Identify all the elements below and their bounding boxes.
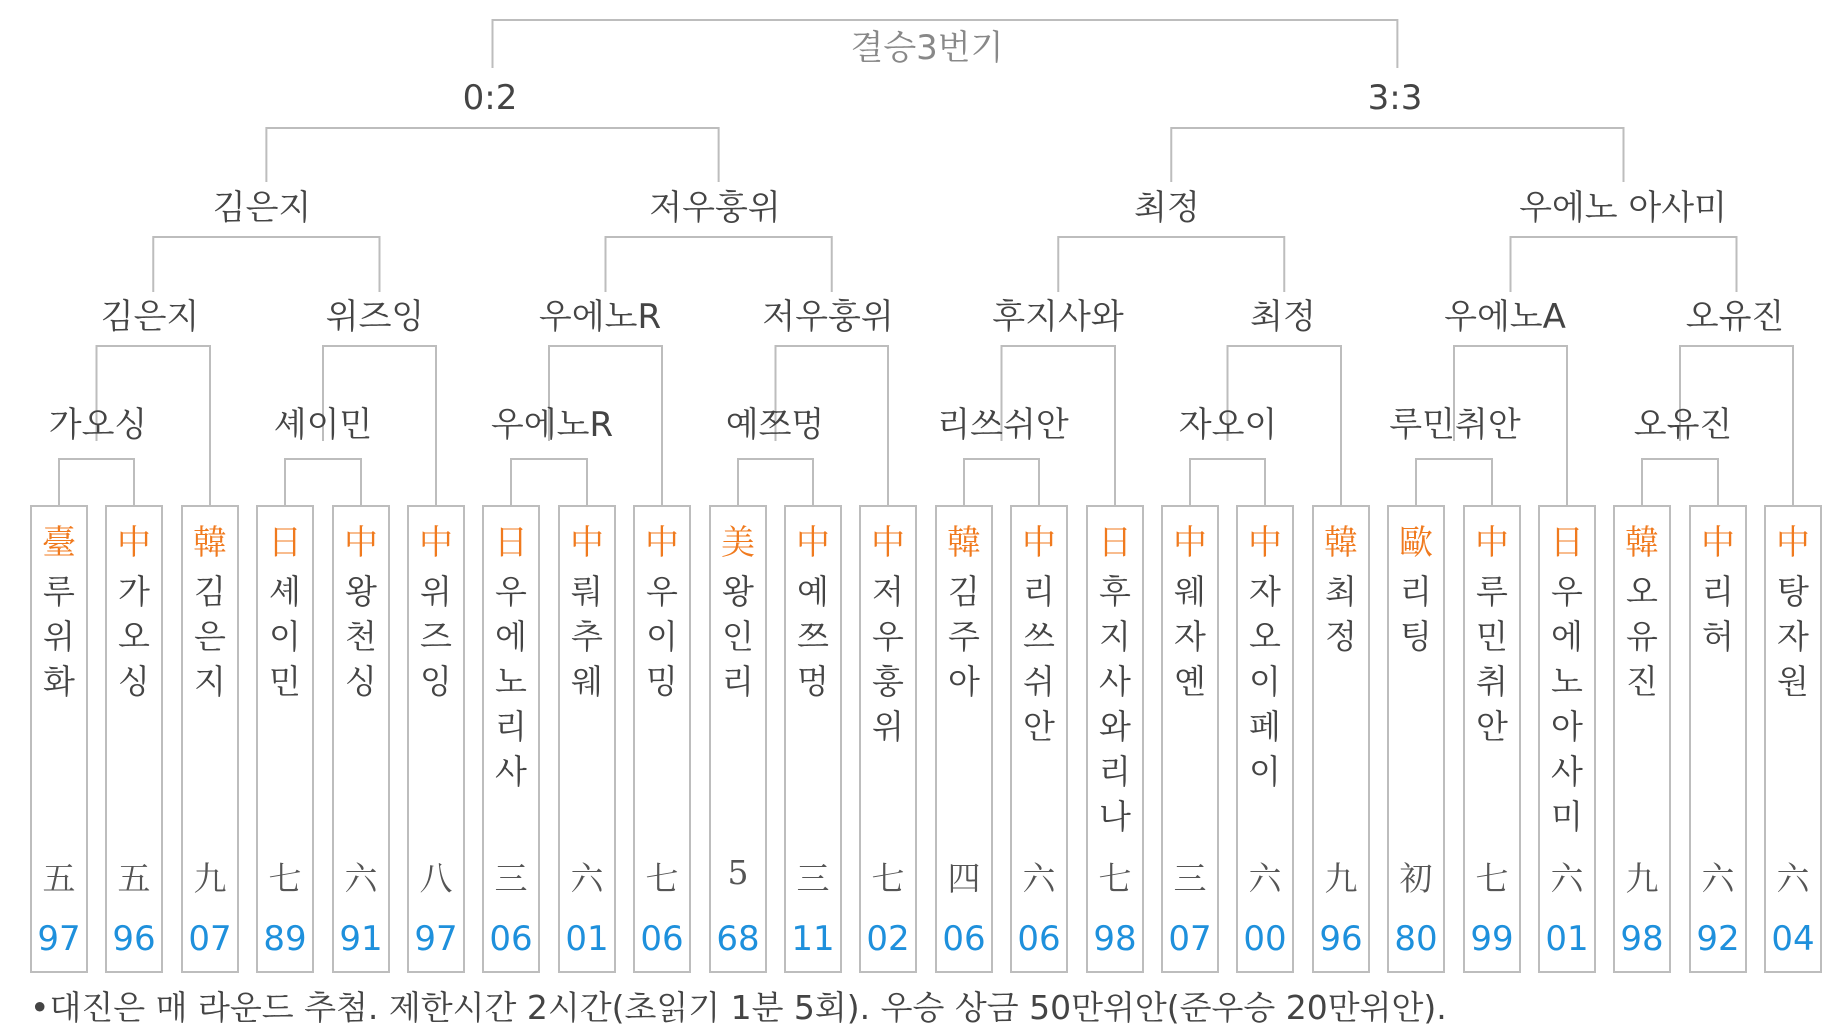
country-flag-char: 中 [871, 523, 905, 563]
semifinal-winner: 최정 [1134, 188, 1200, 228]
player-card [1613, 505, 1671, 973]
player-rank: 七 [871, 859, 905, 898]
bracket-connector [606, 237, 832, 292]
country-flag-char: 日 [1098, 523, 1132, 563]
birth-year: 96 [1319, 919, 1363, 959]
player-card [1010, 505, 1068, 973]
player-rank: 五 [117, 859, 151, 898]
player-name: 후 지 사 와 리 나 [1099, 572, 1131, 836]
player-card [482, 505, 540, 973]
footnote: •대진은 매 라운드 추첨. 제한시간 2시간(초읽기 1분 5회). 우승 상금 50만위안(준우승 20만위안). [30, 988, 1447, 1027]
player-card [1538, 505, 1596, 973]
semifinal-winner: 김은지 [212, 188, 312, 228]
country-flag-char: 中 [1173, 523, 1207, 563]
player-rank: 九 [193, 859, 227, 898]
player-name: 김 주 아 [948, 572, 980, 701]
birth-year: 07 [1168, 919, 1212, 959]
country-flag-char: 中 [1776, 523, 1810, 563]
player-card [407, 505, 465, 973]
bracket-connector [1416, 459, 1492, 505]
birth-year: 01 [1545, 919, 1589, 959]
country-flag-char: 中 [796, 523, 830, 563]
birth-year: 02 [866, 919, 910, 959]
player-name: 예 쯔 멍 [797, 572, 829, 701]
player-rank: 四 [947, 859, 981, 898]
country-flag-char: 中 [1475, 523, 1509, 563]
bracket-connector [1190, 459, 1265, 505]
bracket-connector [59, 459, 134, 505]
player-name: 김 은 지 [194, 572, 226, 701]
player-card [1463, 505, 1521, 973]
round16-winner: 가오싱 [48, 405, 148, 445]
player-rank: 七 [1098, 859, 1132, 898]
country-flag-char: 日 [268, 523, 302, 563]
player-card [256, 505, 314, 973]
player-name: 왕 인 리 [722, 572, 754, 701]
player-rank: 八 [419, 859, 453, 898]
player-card [30, 505, 88, 973]
player-card [181, 505, 239, 973]
player-name: 루 위 화 [43, 572, 75, 701]
player-rank: 七 [1475, 859, 1509, 898]
country-flag-char: 中 [1022, 523, 1056, 563]
player-rank: 七 [645, 859, 679, 898]
player-name: 최 정 [1325, 572, 1357, 656]
player-card [1764, 505, 1822, 973]
bracket-connector [1642, 459, 1718, 505]
round16-winner: 루민취안 [1389, 405, 1521, 445]
birth-year: 07 [188, 919, 232, 959]
player-name: 자 오 이 페 이 [1249, 572, 1281, 791]
country-flag-char: 中 [1701, 523, 1735, 563]
player-rank: 六 [1022, 859, 1056, 898]
birth-year: 04 [1771, 919, 1815, 959]
birth-year: 97 [414, 919, 458, 959]
player-card [859, 505, 917, 973]
final-right-score: 3:3 [1367, 78, 1423, 118]
birth-year: 80 [1394, 919, 1438, 959]
player-name: 뤄 추 웨 [571, 572, 603, 701]
player-name: 웨 자 옌 [1174, 572, 1206, 701]
country-flag-char: 美 [721, 523, 755, 563]
bracket-connector [1058, 237, 1284, 292]
quarterfinal-winner: 위즈잉 [325, 297, 425, 337]
birth-year: 97 [37, 919, 81, 959]
player-card [1312, 505, 1370, 973]
player-card [332, 505, 390, 973]
country-flag-char: 韓 [193, 523, 227, 563]
birth-year: 06 [640, 919, 684, 959]
bracket-connector [511, 459, 587, 505]
bracket-connector [285, 459, 361, 505]
player-rank: 五 [42, 859, 76, 898]
country-flag-char: 中 [344, 523, 378, 563]
player-name: 우 에 노 리 사 [495, 572, 527, 791]
player-name: 셰 이 민 [269, 572, 301, 701]
quarterfinal-winner: 김은지 [100, 297, 200, 337]
player-card [935, 505, 993, 973]
bracket-connector [266, 128, 718, 182]
player-rank: 七 [268, 859, 302, 898]
birth-year: 96 [112, 919, 156, 959]
quarterfinal-winner: 우에노A [1444, 297, 1566, 337]
birth-year: 06 [489, 919, 533, 959]
player-rank: 六 [570, 859, 604, 898]
semifinal-winner: 저우훙위 [649, 188, 781, 228]
round16-winner: 셰이민 [273, 405, 373, 445]
country-flag-char: 歐 [1399, 523, 1433, 563]
player-name: 탕 자 원 [1777, 572, 1809, 701]
player-name: 오 유 진 [1626, 572, 1658, 701]
player-rank: 六 [1550, 859, 1584, 898]
semifinal-winner: 우에노 아사미 [1519, 188, 1727, 228]
player-card [633, 505, 691, 973]
birth-year: 06 [1017, 919, 1061, 959]
quarterfinal-winner: 우에노R [538, 297, 662, 337]
player-rank: 5 [727, 853, 749, 892]
player-card [1161, 505, 1219, 973]
player-rank: 六 [1248, 859, 1282, 898]
player-rank: 九 [1324, 859, 1358, 898]
country-flag-char: 中 [419, 523, 453, 563]
country-flag-char: 韓 [1324, 523, 1358, 563]
country-flag-char: 中 [570, 523, 604, 563]
birth-year: 89 [263, 919, 307, 959]
country-flag-char: 日 [494, 523, 528, 563]
player-name: 우 이 밍 [646, 572, 678, 701]
bracket-connector [153, 237, 379, 292]
player-card [1387, 505, 1445, 973]
bracket-connector [1511, 237, 1737, 292]
bracket-connector [964, 459, 1039, 505]
player-rank: 六 [1776, 859, 1810, 898]
player-card [105, 505, 163, 973]
player-name: 우 에 노 아 사 미 [1551, 572, 1583, 836]
player-rank: 三 [796, 859, 830, 898]
player-card [558, 505, 616, 973]
round16-winner: 오유진 [1633, 405, 1733, 445]
player-name: 리 허 [1702, 572, 1734, 656]
round16-winner: 우에노R [490, 405, 614, 445]
birth-year: 98 [1093, 919, 1137, 959]
final-left-score: 0:2 [462, 78, 518, 118]
birth-year: 06 [942, 919, 986, 959]
country-flag-char: 韓 [1625, 523, 1659, 563]
player-rank: 三 [1173, 859, 1207, 898]
round16-winner: 예쯔멍 [725, 405, 825, 445]
country-flag-char: 中 [645, 523, 679, 563]
round16-winner: 리쓰쉬안 [937, 405, 1069, 445]
player-card [1689, 505, 1747, 973]
player-card [1086, 505, 1144, 973]
player-rank: 六 [1701, 859, 1735, 898]
player-name: 리 쓰 쉬 안 [1023, 572, 1055, 746]
country-flag-char: 中 [1248, 523, 1282, 563]
birth-year: 68 [716, 919, 760, 959]
quarterfinal-winner: 후지사와 [992, 297, 1124, 337]
birth-year: 92 [1696, 919, 1740, 959]
final-label: 결승3번기 [850, 28, 1004, 68]
quarterfinal-winner: 저우훙위 [762, 297, 894, 337]
birth-year: 01 [565, 919, 609, 959]
country-flag-char: 韓 [947, 523, 981, 563]
birth-year: 00 [1243, 919, 1287, 959]
birth-year: 98 [1620, 919, 1664, 959]
player-name: 왕 천 싱 [345, 572, 377, 701]
quarterfinal-winner: 오유진 [1685, 297, 1785, 337]
bracket-connector [738, 459, 813, 505]
player-name: 리 팅 [1400, 572, 1432, 656]
player-card [1236, 505, 1294, 973]
bracket-connector [1171, 128, 1623, 182]
player-card [784, 505, 842, 973]
birth-year: 91 [339, 919, 383, 959]
player-name: 위 즈 잉 [420, 572, 452, 701]
birth-year: 11 [791, 919, 835, 959]
country-flag-char: 日 [1550, 523, 1584, 563]
player-name: 가 오 싱 [118, 572, 150, 701]
player-rank: 六 [344, 859, 378, 898]
country-flag-char: 中 [117, 523, 151, 563]
birth-year: 99 [1470, 919, 1514, 959]
player-rank: 三 [494, 859, 528, 898]
country-flag-char: 臺 [42, 523, 76, 563]
round16-winner: 자오이 [1178, 405, 1278, 445]
quarterfinal-winner: 최정 [1250, 297, 1316, 337]
player-rank: 九 [1625, 859, 1659, 898]
player-name: 저 우 훙 위 [872, 572, 904, 746]
player-card [709, 505, 767, 973]
player-rank: 初 [1399, 859, 1433, 898]
player-name: 루 민 취 안 [1476, 572, 1508, 746]
